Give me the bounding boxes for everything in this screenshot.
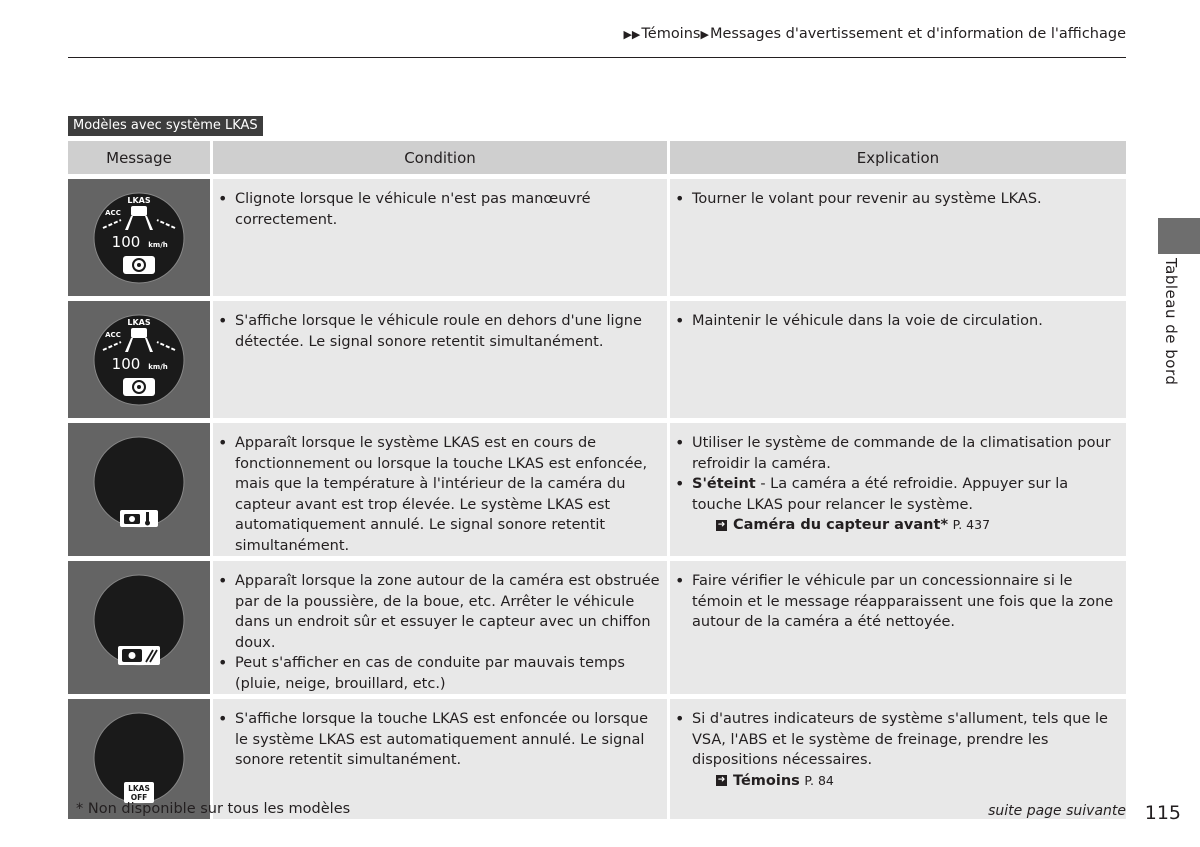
message-image-cell	[68, 561, 213, 699]
table-row	[68, 423, 1126, 561]
table-header-row	[68, 141, 1126, 179]
messages-table	[68, 141, 1126, 824]
lkas-off-display	[93, 712, 185, 804]
explication-item	[692, 709, 1120, 791]
header-message: Message	[68, 141, 213, 179]
explication-item: • Tourner le volant pour revenir au système LKAS.	[692, 189, 1120, 210]
reference-page: P. 84	[804, 772, 834, 788]
breadcrumb-part-1[interactable]: Témoins	[641, 26, 701, 42]
condition-item: • S'affiche lorsque le véhicule roule en dehors d'une ligne détectée. Le signal sonore retentit simultanément.	[235, 311, 661, 352]
condition-cell	[213, 301, 670, 423]
breadcrumb-part-2: Messages d'avertissement et d'information de l'affichage	[709, 26, 1126, 42]
header-divider	[68, 57, 1126, 58]
explication-item: • Utiliser le système de commande de la climatisation pour refroidir la caméra.	[692, 433, 1120, 474]
table-row	[68, 301, 1126, 423]
lkas-label: LKAS	[127, 318, 151, 327]
lkas-lane-departure-display	[93, 314, 185, 406]
reference-label: Témoins	[733, 772, 800, 789]
lkas-label: LKAS	[127, 196, 151, 205]
condition-item: • S'affiche lorsque la touche LKAS est enfoncée ou lorsque le système LKAS est automatiquement annulé. Le signal sonore retentit simultanément.	[235, 709, 661, 771]
footnote: * Non disponible sur tous les modèles	[76, 801, 351, 817]
car-icon	[131, 206, 147, 216]
table-row	[68, 179, 1126, 301]
reference-page: P. 437	[952, 517, 991, 532]
message-image-cell	[68, 301, 213, 423]
breadcrumb-arrow-icon: ▶▶	[623, 28, 641, 41]
speed-unit: km/h	[148, 241, 168, 249]
speed-unit: km/h	[148, 363, 168, 371]
reference-link[interactable]	[692, 771, 1120, 792]
lkas-steering-warning-display	[93, 192, 185, 284]
message-image-cell	[68, 423, 213, 561]
explication-bold: S'éteint	[692, 476, 756, 492]
lkas-off-text-1: LKAS	[128, 784, 150, 793]
reference-star: *	[940, 517, 949, 533]
explication-cell	[670, 561, 1126, 699]
header-explication: Explication	[670, 141, 1126, 179]
models-label: Modèles avec système LKAS	[68, 116, 263, 136]
reference-label: Caméra du capteur avant	[733, 517, 941, 533]
breadcrumb	[623, 26, 1126, 42]
reference-arrow-icon: ➜	[717, 519, 726, 530]
explication-cell	[670, 301, 1126, 423]
speed-value: 100	[111, 233, 141, 251]
explication-item	[692, 474, 1120, 536]
lkas-off-text-2: OFF	[130, 793, 148, 802]
condition-cell	[213, 423, 670, 561]
car-icon	[131, 328, 147, 338]
explication-cell	[670, 423, 1126, 561]
explication-item: • Maintenir le véhicule dans la voie de circulation.	[692, 311, 1120, 332]
reference-link[interactable]	[692, 515, 1120, 536]
explication-rest: - La caméra a été refroidie. Appuyer sur la touche LKAS pour relancer le système.	[692, 476, 1069, 513]
breadcrumb-arrow-icon: ▶	[700, 28, 709, 41]
table-row	[68, 561, 1126, 699]
camera-obstructed-display	[93, 574, 185, 666]
explication-text: Si d'autres indicateurs de système s'allument, tels que le VSA, l'ABS et le système de freinage, prendre les dispositions nécessaires.	[692, 711, 1108, 768]
reference-arrow-icon: ➜	[717, 775, 726, 785]
side-tab-label: Tableau de bord	[1162, 258, 1180, 386]
side-tab-marker	[1158, 218, 1200, 254]
page-number: 115	[1144, 802, 1181, 824]
condition-item: • Clignote lorsque le véhicule n'est pas manœuvré correctement.	[235, 189, 661, 230]
acc-label: ACC	[105, 209, 121, 217]
acc-label: ACC	[105, 331, 121, 339]
header-condition: Condition	[213, 141, 670, 179]
speed-value: 100	[111, 355, 141, 373]
camera-temperature-display	[93, 436, 185, 528]
condition-cell	[213, 561, 670, 699]
explication-cell	[670, 179, 1126, 301]
continued-note: suite page suivante	[988, 803, 1126, 819]
condition-cell	[213, 179, 670, 301]
condition-item: • Peut s'afficher en cas de conduite par mauvais temps (pluie, neige, brouillard, etc.)	[235, 653, 661, 694]
explication-item: • Faire vérifier le véhicule par un concessionnaire si le témoin et le message réapparaissent une fois que la zone autour de la caméra a été nettoyée.	[692, 571, 1120, 633]
message-image-cell	[68, 179, 213, 301]
condition-item: • Apparaît lorsque le système LKAS est en cours de fonctionnement ou lorsque la touche LKAS est enfoncée, mais que la température à l'intérieur de la caméra du capteur avant est trop élevée. Le système LKAS est automatiquement annulé. Le signal sonore retentit simultanément.	[235, 433, 661, 556]
condition-item: • Apparaît lorsque la zone autour de la caméra est obstruée par de la poussière, de la boue, etc. Arrêter le véhicule dans un endroit sûr et essuyer le capteur avec un chiffon doux.	[235, 571, 661, 653]
